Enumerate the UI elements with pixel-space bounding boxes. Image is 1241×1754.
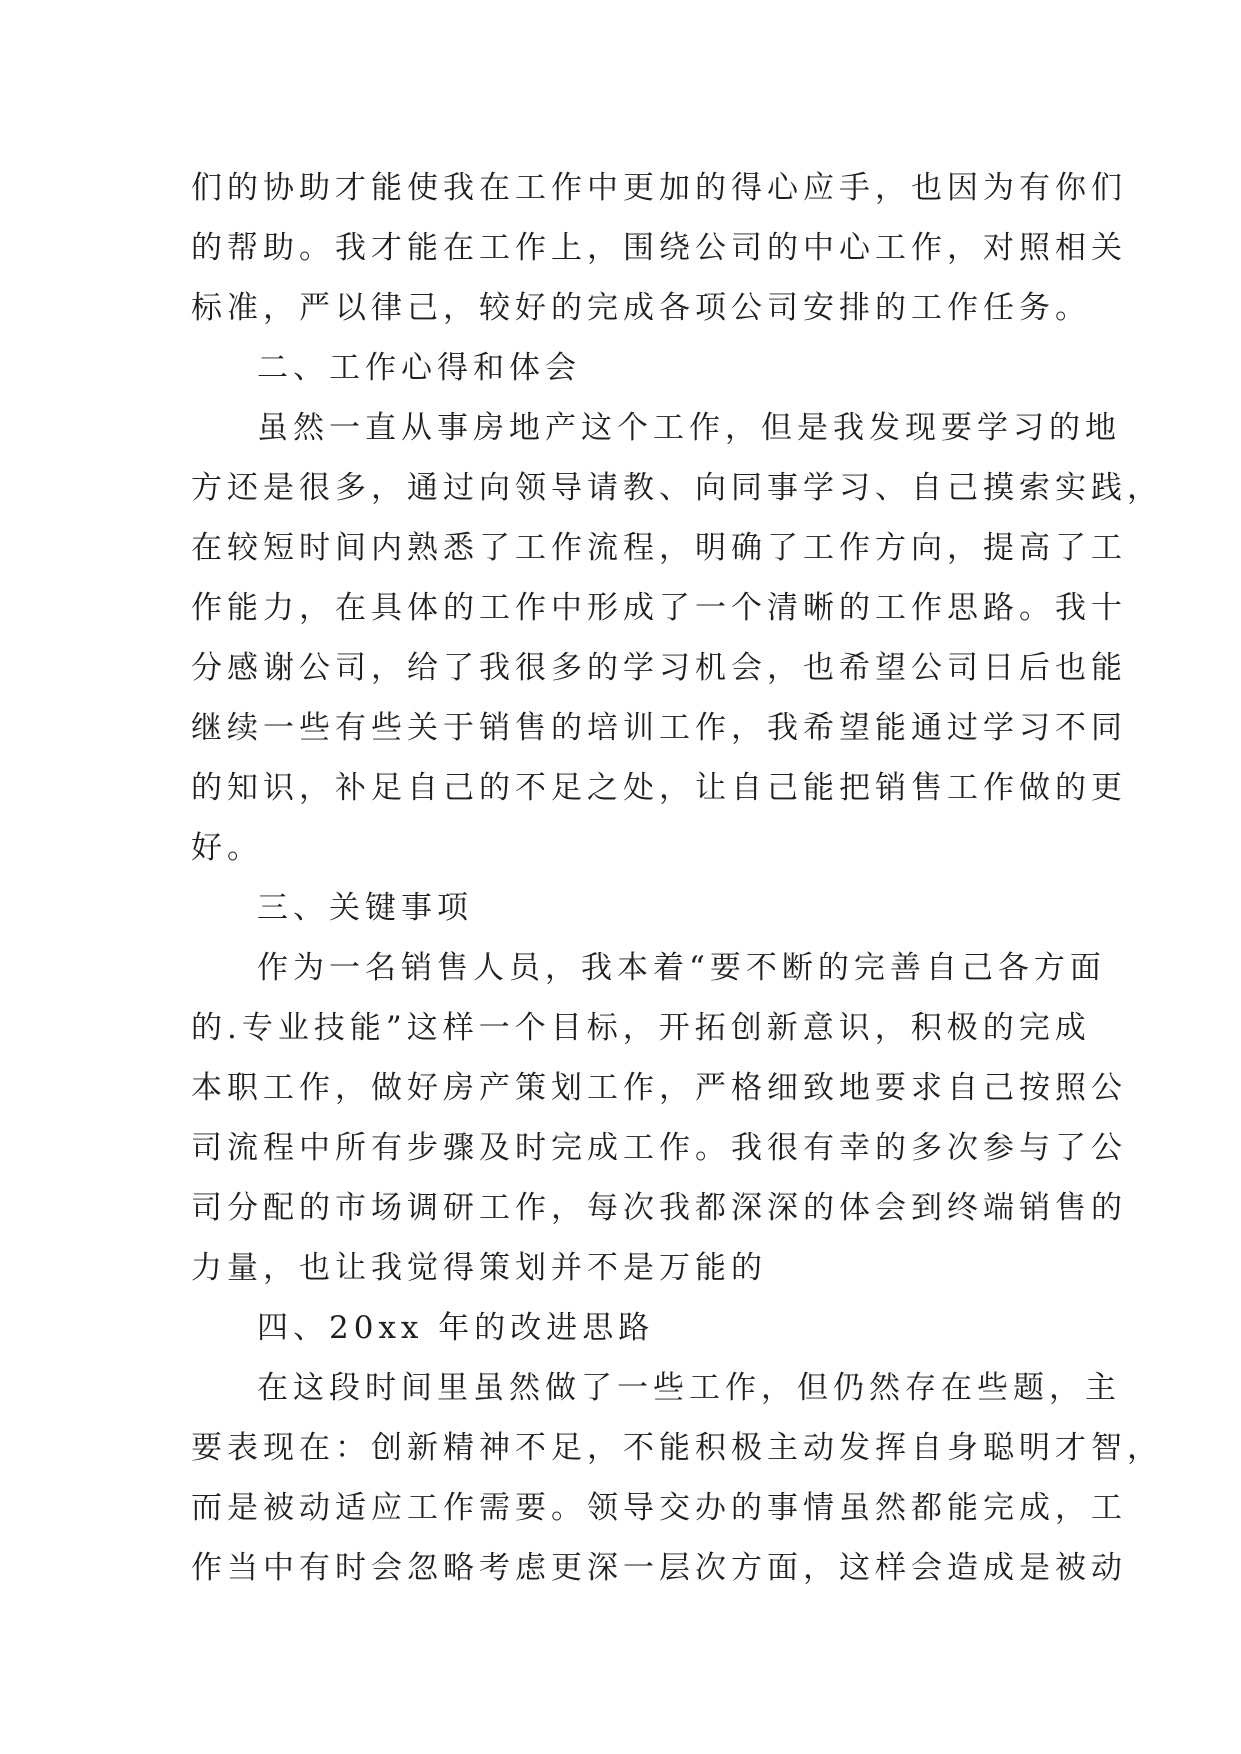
section-heading: 三、关键事项: [257, 890, 473, 926]
section-heading: 四、20xx 年的改进思路: [257, 1310, 655, 1346]
text-line: 作当中有时会忽略考虑更深一层次方面，这样会造成是被动: [191, 1550, 1127, 1586]
text-line: 虽然一直从事房地产这个工作，但是我发现要学习的地: [257, 410, 1121, 446]
text-line: 们的协助才能使我在工作中更加的得心应手，也因为有你们: [191, 170, 1127, 206]
text-line: 本职工作，做好房产策划工作，严格细致地要求自己按照公: [191, 1070, 1127, 1106]
text-line: 要表现在：创新精神不足，不能积极主动发挥自身聪明才智，: [191, 1430, 1163, 1466]
text-line: 作为一名销售人员，我本着“要不断的完善自己各方面: [257, 950, 1106, 986]
text-line: 的帮助。我才能在工作上，围绕公司的中心工作，对照相关: [191, 230, 1127, 266]
text-line: 标准，严以律己，较好的完成各项公司安排的工作任务。: [191, 290, 1091, 326]
text-line: 作能力，在具体的工作中形成了一个清晰的工作思路。我十: [191, 590, 1127, 626]
text-line: 的.专业技能”这样一个目标，开拓创新意识，积极的完成: [191, 1010, 1091, 1046]
text-line: 而是被动适应工作需要。领导交办的事情虽然都能完成，工: [191, 1490, 1127, 1526]
text-line: 好。: [191, 830, 263, 866]
text-line: 分感谢公司，给了我很多的学习机会，也希望公司日后也能: [191, 650, 1127, 686]
text-line: 的知识，补足自己的不足之处，让自己能把销售工作做的更: [191, 770, 1127, 806]
text-line: 方还是很多，通过向领导请教、向同事学习、自己摸索实践，: [191, 470, 1163, 506]
section-heading: 二、工作心得和体会: [257, 350, 581, 386]
document-body: [191, 158, 1163, 1598]
text-line: 司分配的市场调研工作，每次我都深深的体会到终端销售的: [191, 1190, 1127, 1226]
text-line: 在这段时间里虽然做了一些工作，但仍然存在些题，主: [257, 1370, 1121, 1406]
text-line: 司流程中所有步骤及时完成工作。我很有幸的多次参与了公: [191, 1130, 1127, 1166]
text-line: 在较短时间内熟悉了工作流程，明确了工作方向，提高了工: [191, 530, 1127, 566]
text-line: 力量，也让我觉得策划并不是万能的: [191, 1250, 767, 1286]
text-line: 继续一些有些关于销售的培训工作，我希望能通过学习不同: [191, 710, 1127, 746]
